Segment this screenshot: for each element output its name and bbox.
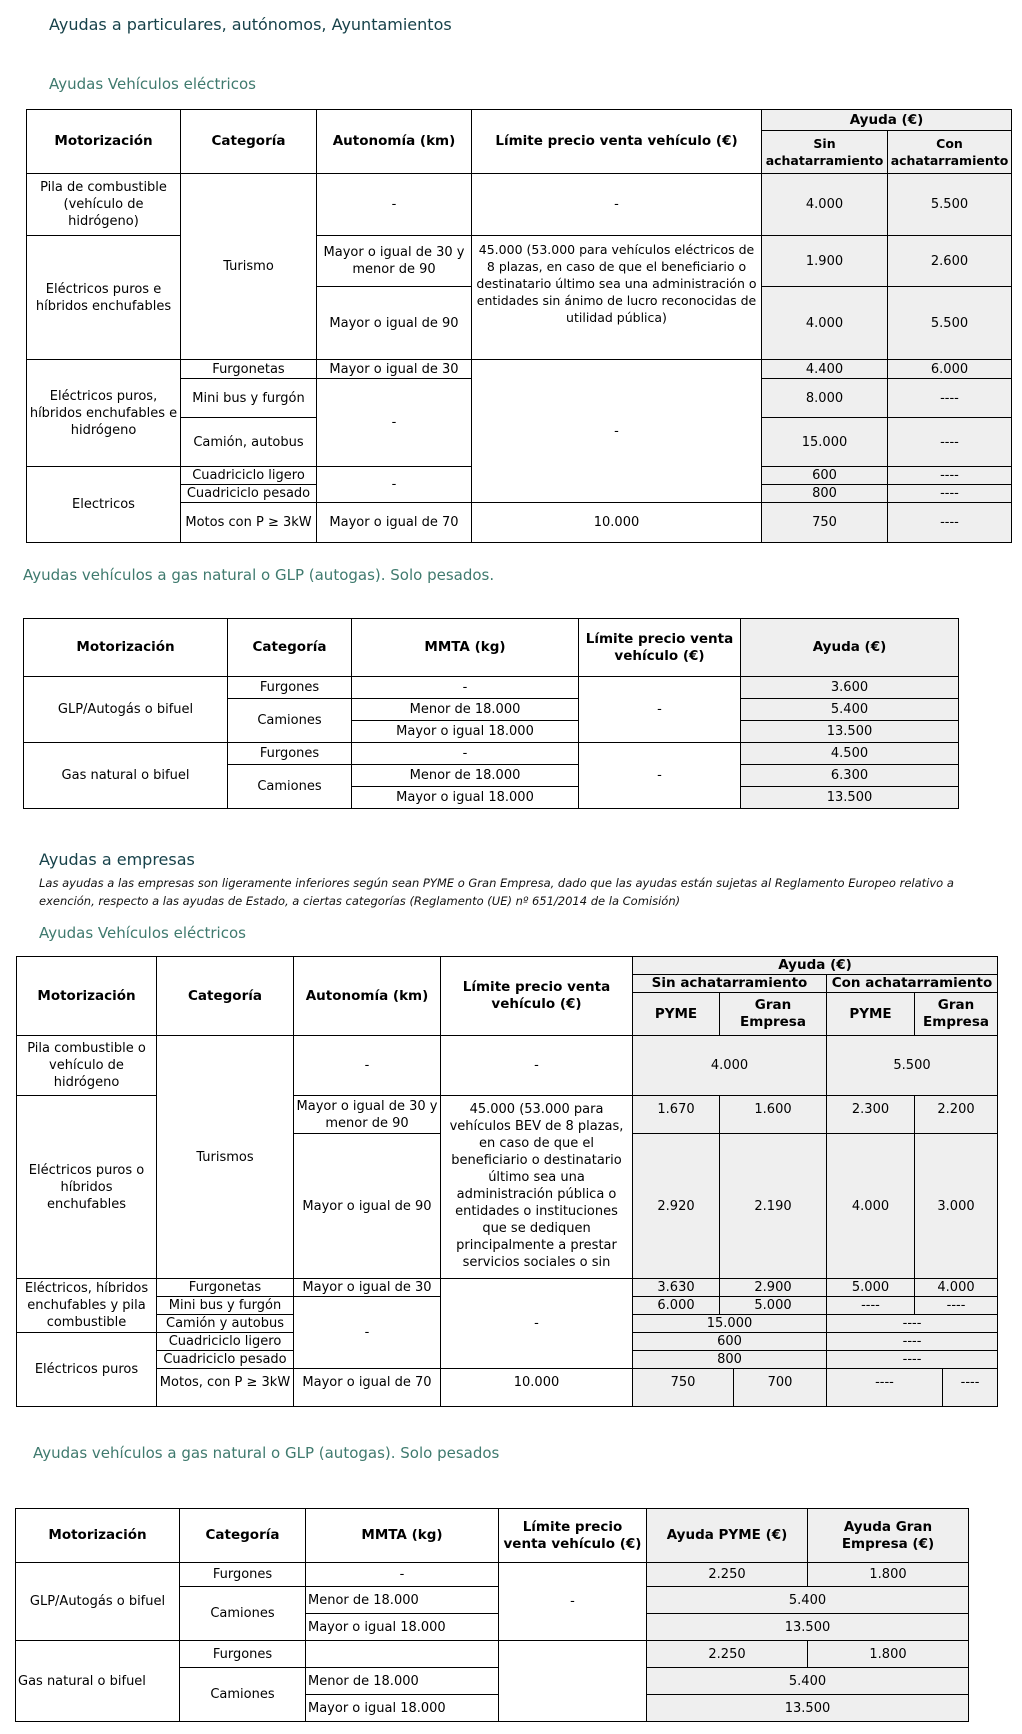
table-electric-particulares bbox=[26, 109, 1012, 543]
th-autonomia: Autonomía (km) bbox=[317, 110, 472, 174]
cell-mmta bbox=[306, 1641, 499, 1668]
cell-motorizacion: Eléctricos puros bbox=[17, 1333, 157, 1407]
cell-categoria: Mini bus y furgón bbox=[157, 1297, 294, 1315]
cell-categoria: Camiones bbox=[180, 1587, 306, 1641]
note-empresas: Las ayudas a las empresas son ligeramente inferiores según sean PYME o Gran Empresa, dado que las ayudas están sujetas al Reglamento Europeo relativo a exención, respecto a las ayudas de Estado, a ciertas categorías (Reglamento (UE) nº 651/2014 de la Comisión) bbox=[39, 876, 954, 908]
cell-categoria: Camiones bbox=[228, 699, 352, 743]
th-gran-empresa: Gran Empresa bbox=[915, 993, 998, 1036]
cell-ayuda-con: ---- bbox=[888, 485, 1012, 503]
cell-ayuda-con: 2.600 bbox=[888, 236, 1012, 287]
cell-ayuda-pyme: 4.000 bbox=[827, 1134, 915, 1279]
cell-limite: - bbox=[441, 1036, 633, 1096]
cell-motorizacion: Gas natural o bifuel bbox=[16, 1641, 180, 1722]
cell-mmta: Mayor o igual 18.000 bbox=[352, 721, 579, 743]
section-title-electric-empresas: Ayudas Vehículos eléctricos bbox=[39, 924, 246, 942]
cell-ayuda: 13.500 bbox=[647, 1695, 969, 1722]
th-mmta: MMTA (kg) bbox=[352, 619, 579, 677]
cell-ayuda-gran: 700 bbox=[734, 1369, 827, 1407]
th-limite-precio: Límite precio venta vehículo (€) bbox=[472, 110, 762, 174]
cell-ayuda-gran: ---- bbox=[943, 1369, 998, 1407]
cell-ayuda-gran: 1.600 bbox=[720, 1096, 827, 1134]
cell-categoria: Cuadriciclo pesado bbox=[181, 485, 317, 503]
cell-ayuda-con: 6.000 bbox=[888, 360, 1012, 379]
cell-ayuda-gran: 2.190 bbox=[720, 1134, 827, 1279]
cell-limite: 45.000 (53.000 para vehículos eléctricos de 8 plazas, en caso de que el beneficiario o destinatario último sea una administración o entidades sin ánimo de lucro reconocidas de utilidad pública) bbox=[472, 236, 762, 360]
cell-ayuda-gran: 5.000 bbox=[720, 1297, 827, 1315]
cell-categoria: Furgones bbox=[228, 677, 352, 699]
cell-motorizacion: Eléctricos, híbridos enchufables y pila combustible bbox=[17, 1279, 157, 1333]
cell-ayuda: 4.500 bbox=[741, 743, 959, 765]
cell-categoria: Motos, con P ≥ 3kW bbox=[157, 1369, 294, 1407]
cell-autonomia: Mayor o igual de 30 bbox=[317, 360, 472, 379]
th-ayuda: Ayuda (€) bbox=[762, 110, 1012, 131]
cell-ayuda-con: ---- bbox=[888, 418, 1012, 467]
cell-ayuda-gran: 3.000 bbox=[915, 1134, 998, 1279]
th-categoria: Categoría bbox=[181, 110, 317, 174]
cell-ayuda-pyme: 5.000 bbox=[827, 1279, 915, 1297]
cell-ayuda: 5.400 bbox=[647, 1668, 969, 1695]
cell-ayuda-pyme: ---- bbox=[827, 1297, 915, 1315]
th-motorizacion: Motorización bbox=[17, 957, 157, 1036]
cell-ayuda-sin: 600 bbox=[762, 467, 888, 485]
cell-ayuda-sin: 4.400 bbox=[762, 360, 888, 379]
cell-ayuda: 3.600 bbox=[741, 677, 959, 699]
cell-ayuda-con: ---- bbox=[827, 1351, 998, 1369]
th-ayuda: Ayuda (€) bbox=[633, 957, 998, 975]
cell-mmta: Menor de 18.000 bbox=[306, 1668, 499, 1695]
cell-ayuda-gran: 1.800 bbox=[808, 1563, 969, 1587]
cell-limite: - bbox=[579, 677, 741, 743]
cell-autonomia: Mayor o igual de 70 bbox=[294, 1369, 441, 1407]
cell-autonomia: - bbox=[294, 1297, 441, 1369]
th-pyme: PYME bbox=[633, 993, 720, 1036]
th-gran-empresa: Gran Empresa bbox=[720, 993, 827, 1036]
table-gas-empresas bbox=[15, 1508, 969, 1722]
cell-autonomia: - bbox=[317, 174, 472, 236]
th-ayuda: Ayuda (€) bbox=[741, 619, 959, 677]
cell-ayuda-con: 5.500 bbox=[888, 287, 1012, 360]
cell-categoria: Cuadriciclo ligero bbox=[157, 1333, 294, 1351]
cell-ayuda-sin: 15.000 bbox=[762, 418, 888, 467]
cell-ayuda-sin: 4.000 bbox=[633, 1036, 827, 1096]
cell-categoria: Camiones bbox=[180, 1668, 306, 1722]
cell-categoria: Camión, autobus bbox=[181, 418, 317, 467]
section-title-electric: Ayudas Vehículos eléctricos bbox=[49, 75, 256, 93]
cell-categoria: Furgonetas bbox=[157, 1279, 294, 1297]
cell-ayuda-gran: 2.900 bbox=[720, 1279, 827, 1297]
cell-motorizacion: Gas natural o bifuel bbox=[24, 743, 228, 809]
cell-limite: - bbox=[499, 1563, 647, 1641]
cell-motorizacion: Eléctricos puros o híbridos enchufables bbox=[17, 1096, 157, 1279]
cell-ayuda-pyme: 3.630 bbox=[633, 1279, 720, 1297]
th-pyme: PYME bbox=[827, 993, 915, 1036]
th-motorizacion: Motorización bbox=[27, 110, 181, 174]
cell-autonomia: - bbox=[294, 1036, 441, 1096]
cell-mmta: Mayor o igual 18.000 bbox=[306, 1614, 499, 1641]
th-limite-precio: Límite precio venta vehículo (€) bbox=[441, 957, 633, 1036]
th-sin-achatarramiento: Sin achatarramiento bbox=[762, 131, 888, 174]
cell-ayuda: 5.400 bbox=[741, 699, 959, 721]
cell-ayuda: 13.500 bbox=[647, 1614, 969, 1641]
cell-autonomia: Mayor o igual de 70 bbox=[317, 503, 472, 543]
th-categoria: Categoría bbox=[228, 619, 352, 677]
cell-ayuda-pyme: 750 bbox=[633, 1369, 734, 1407]
cell-motorizacion: Pila combustible o vehículo de hidrógeno bbox=[17, 1036, 157, 1096]
cell-motorizacion: Electricos bbox=[27, 467, 181, 543]
th-mmta: MMTA (kg) bbox=[306, 1509, 499, 1563]
cell-ayuda-pyme: 2.250 bbox=[647, 1641, 808, 1668]
cell-ayuda-pyme: 2.300 bbox=[827, 1096, 915, 1134]
cell-ayuda: 5.400 bbox=[647, 1587, 969, 1614]
cell-mmta: Mayor o igual 18.000 bbox=[306, 1695, 499, 1722]
cell-ayuda-sin: 4.000 bbox=[762, 174, 888, 236]
cell-categoria: Camiones bbox=[228, 765, 352, 809]
cell-autonomia: Mayor o igual de 90 bbox=[317, 287, 472, 360]
table-gas-particulares bbox=[23, 618, 959, 809]
th-con-achatarramiento: Con achatarramiento bbox=[827, 975, 998, 993]
cell-ayuda-gran: 2.200 bbox=[915, 1096, 998, 1134]
cell-categoria: Camión y autobus bbox=[157, 1315, 294, 1333]
cell-limite bbox=[499, 1641, 647, 1722]
cell-autonomia: Mayor o igual de 90 bbox=[294, 1134, 441, 1279]
cell-motorizacion: Eléctricos puros e híbridos enchufables bbox=[27, 236, 181, 360]
cell-ayuda-pyme: 1.670 bbox=[633, 1096, 720, 1134]
cell-ayuda-sin: 800 bbox=[762, 485, 888, 503]
title-empresas: Ayudas a empresas bbox=[39, 850, 195, 869]
cell-ayuda-con: ---- bbox=[827, 1333, 998, 1351]
cell-ayuda-sin: 1.900 bbox=[762, 236, 888, 287]
th-categoria: Categoría bbox=[157, 957, 294, 1036]
cell-categoria: Furgonetas bbox=[181, 360, 317, 379]
cell-ayuda-con: 5.500 bbox=[827, 1036, 998, 1096]
cell-categoria: Cuadriciclo pesado bbox=[157, 1351, 294, 1369]
cell-motorizacion: GLP/Autogás o bifuel bbox=[24, 677, 228, 743]
cell-categoria: Cuadriciclo ligero bbox=[181, 467, 317, 485]
cell-ayuda-pyme: ---- bbox=[827, 1369, 943, 1407]
cell-categoria: Motos con P ≥ 3kW bbox=[181, 503, 317, 543]
th-ayuda-pyme: Ayuda PYME (€) bbox=[647, 1509, 808, 1563]
cell-ayuda-sin: 15.000 bbox=[633, 1315, 827, 1333]
cell-mmta: Mayor o igual 18.000 bbox=[352, 787, 579, 809]
cell-motorizacion: GLP/Autogás o bifuel bbox=[16, 1563, 180, 1641]
cell-limite: 10.000 bbox=[472, 503, 762, 543]
cell-ayuda-pyme: 2.920 bbox=[633, 1134, 720, 1279]
cell-categoria: Turismo bbox=[181, 174, 317, 360]
cell-ayuda-sin: 600 bbox=[633, 1333, 827, 1351]
cell-categoria: Turismos bbox=[157, 1036, 294, 1279]
cell-categoria: Furgones bbox=[180, 1641, 306, 1668]
cell-autonomia: Mayor o igual de 30 bbox=[294, 1279, 441, 1297]
cell-ayuda-con: ---- bbox=[827, 1315, 998, 1333]
cell-ayuda-gran: ---- bbox=[915, 1297, 998, 1315]
cell-ayuda: 13.500 bbox=[741, 721, 959, 743]
section-title-gas: Ayudas vehículos a gas natural o GLP (autogas). Solo pesados. bbox=[23, 566, 495, 584]
cell-mmta: - bbox=[352, 743, 579, 765]
th-con-achatarramiento: Con achatarramiento bbox=[888, 131, 1012, 174]
th-motorizacion: Motorización bbox=[24, 619, 228, 677]
cell-motorizacion: Pila de combustible (vehículo de hidrógeno) bbox=[27, 174, 181, 236]
cell-ayuda-gran: 4.000 bbox=[915, 1279, 998, 1297]
title-particulares: Ayudas a particulares, autónomos, Ayuntamientos bbox=[49, 15, 452, 34]
cell-mmta: Menor de 18.000 bbox=[352, 699, 579, 721]
cell-mmta: Menor de 18.000 bbox=[306, 1587, 499, 1614]
th-categoria: Categoría bbox=[180, 1509, 306, 1563]
cell-autonomia: - bbox=[317, 467, 472, 503]
cell-autonomia: Mayor o igual de 30 y menor de 90 bbox=[317, 236, 472, 287]
cell-ayuda-pyme: 6.000 bbox=[633, 1297, 720, 1315]
cell-limite: 45.000 (53.000 para vehículos BEV de 8 plazas, en caso de que el beneficiario o destinatario último sea una administración pública o entidades o instituciones que se dediquen principalmente a prestar servicios sociales o sin bbox=[441, 1096, 633, 1279]
cell-ayuda-con: ---- bbox=[888, 467, 1012, 485]
cell-ayuda-sin: 800 bbox=[633, 1351, 827, 1369]
cell-mmta: Menor de 18.000 bbox=[352, 765, 579, 787]
th-limite-precio: Límite precio venta vehículo (€) bbox=[579, 619, 741, 677]
cell-mmta: - bbox=[306, 1563, 499, 1587]
cell-ayuda-gran: 1.800 bbox=[808, 1641, 969, 1668]
cell-limite: - bbox=[472, 174, 762, 236]
cell-motorizacion: Eléctricos puros, híbridos enchufables e hidrógeno bbox=[27, 360, 181, 467]
th-sin-achatarramiento: Sin achatarramiento bbox=[633, 975, 827, 993]
cell-ayuda-pyme: 2.250 bbox=[647, 1563, 808, 1587]
section-title-gas-empresas: Ayudas vehículos a gas natural o GLP (autogas). Solo pesados bbox=[33, 1444, 500, 1462]
th-ayuda-gran-empresa: Ayuda Gran Empresa (€) bbox=[808, 1509, 969, 1563]
cell-ayuda: 13.500 bbox=[741, 787, 959, 809]
table-electric-empresas bbox=[16, 956, 998, 1407]
cell-categoria: Mini bus y furgón bbox=[181, 379, 317, 418]
cell-ayuda-sin: 750 bbox=[762, 503, 888, 543]
cell-limite: - bbox=[472, 360, 762, 503]
cell-autonomia: - bbox=[317, 379, 472, 467]
cell-mmta: - bbox=[352, 677, 579, 699]
cell-ayuda-con: 5.500 bbox=[888, 174, 1012, 236]
cell-limite: - bbox=[579, 743, 741, 809]
cell-limite: - bbox=[441, 1279, 633, 1369]
cell-ayuda-con: ---- bbox=[888, 379, 1012, 418]
th-autonomia: Autonomía (km) bbox=[294, 957, 441, 1036]
cell-limite: 10.000 bbox=[441, 1369, 633, 1407]
cell-autonomia: Mayor o igual de 30 y menor de 90 bbox=[294, 1096, 441, 1134]
cell-ayuda-con: ---- bbox=[888, 503, 1012, 543]
cell-ayuda-sin: 8.000 bbox=[762, 379, 888, 418]
cell-ayuda: 6.300 bbox=[741, 765, 959, 787]
th-motorizacion: Motorización bbox=[16, 1509, 180, 1563]
th-limite-precio: Límite precio venta vehículo (€) bbox=[499, 1509, 647, 1563]
cell-categoria: Furgones bbox=[228, 743, 352, 765]
cell-ayuda-sin: 4.000 bbox=[762, 287, 888, 360]
cell-categoria: Furgones bbox=[180, 1563, 306, 1587]
